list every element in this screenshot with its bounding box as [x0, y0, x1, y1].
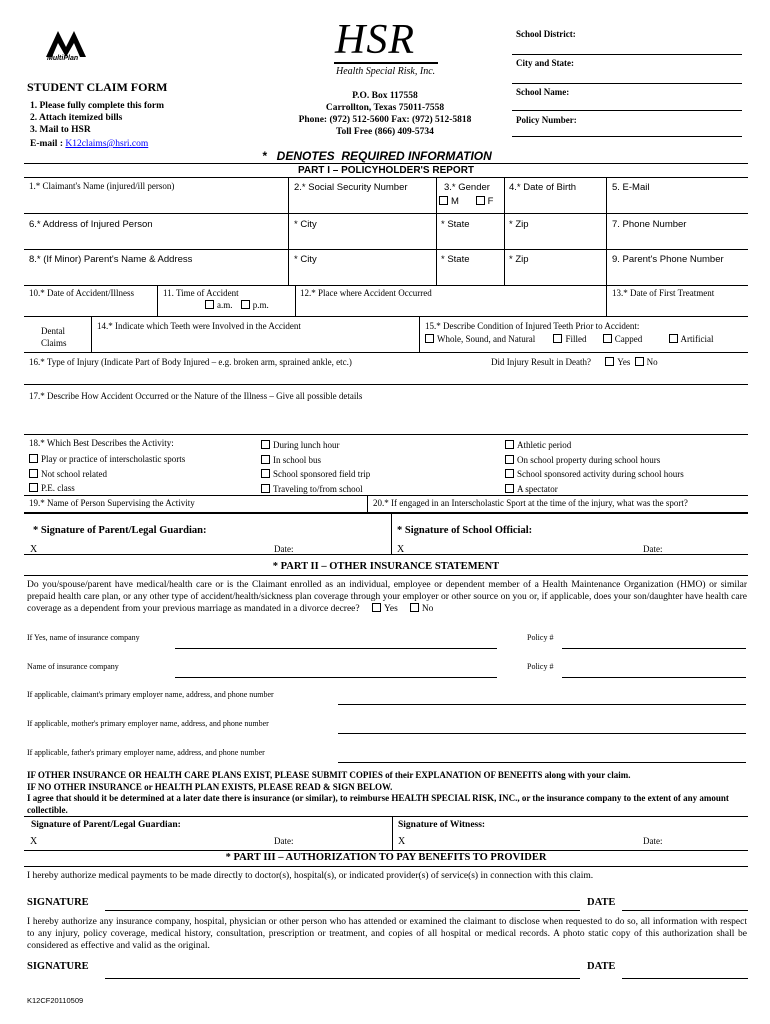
divider [606, 177, 607, 213]
sig-line-2[interactable] [24, 850, 748, 851]
zip-label: * Zip [509, 219, 529, 230]
first-treatment-label: 13.* Date of First Treatment [612, 288, 715, 298]
signature-label-2: SIGNATURE [27, 961, 89, 972]
dental-claims-label [41, 325, 67, 349]
ins-company-field-2[interactable] [175, 677, 497, 678]
divider [24, 163, 748, 164]
activity-label: 18.* Which Best Describes the Activity: [29, 438, 174, 448]
father-employer-label: If applicable, father's primary employer name, address, and phone number [27, 748, 265, 757]
ins-company-label-2: Name of insurance company [27, 662, 119, 671]
lunch-hour-checkbox[interactable] [261, 440, 270, 449]
city-field[interactable] [294, 219, 317, 230]
injury-type-label: 16.* Type of Injury (Indicate Part of Body Injured – e.g. broken arm, sprained ankle, etc.) [29, 357, 352, 367]
pe-class-label: P.E. class [41, 483, 75, 493]
capped-checkbox[interactable] [603, 334, 612, 343]
pe-class-checkbox[interactable] [29, 483, 38, 492]
ins-company-field[interactable] [175, 648, 497, 649]
school-district-label: School District: [516, 29, 576, 39]
parent-name-field[interactable] [29, 254, 192, 265]
divider [24, 249, 748, 250]
am-checkbox[interactable] [205, 300, 214, 309]
interscholastic-checkbox[interactable] [29, 454, 38, 463]
email-field-label: 5. E-Mail [612, 182, 650, 193]
mother-employer-field[interactable] [338, 733, 746, 734]
divider [436, 177, 437, 213]
school-bus-label: In school bus [273, 454, 321, 465]
claimant-employer-field[interactable] [338, 704, 746, 705]
interscholastic-label: Play or practice of interscholastic sports [41, 454, 186, 464]
accident-date-field[interactable] [29, 288, 134, 298]
ins-yes-checkbox[interactable] [372, 603, 381, 612]
question-text: Do you/spouse/parent have medical/health care or is the Claimant enrolled as an individual, employee or dependent member of a Health Maintenance Organization (HMO) or similar prepaid health care plan, or any other type of accident/health/sickness plan coverage through your employer or other source on you or, if applicable, does your son/daughter have health care coverage as a dependent from your previous marriage as mandated in a divorce decree? [27, 580, 747, 614]
divider [24, 575, 748, 576]
divider [504, 213, 505, 249]
accident-place-field[interactable] [300, 288, 432, 298]
part3-title: * PART III – AUTHORIZATION TO PAY BENEFITS TO PROVIDER [225, 852, 547, 863]
ins-no-label: No [421, 604, 434, 614]
auth2-text: I hereby authorize any insurance company, hospital, physician or other person who has attended or examined the claimant to disclose when requested to do so, all information with respect to any injury, policy coverage, medical history, consultation, prescription or treatment, and copies of all hospital or medical records. A photo static copy of this authorization shall be considered as effective and valid as the original. [27, 917, 747, 951]
email-label: E-mail : [30, 139, 63, 149]
sig-witness-label: Signature of Witness: [398, 820, 486, 830]
pm-checkbox[interactable] [241, 300, 250, 309]
divider [391, 514, 392, 554]
gender-m-label: M [451, 196, 459, 207]
field-trip-checkbox[interactable] [261, 469, 270, 478]
supervisor-label: 19.* Name of Person Supervising the Activity [29, 498, 195, 508]
accident-place-label: 12.* Place where Accident Occurred [300, 288, 432, 298]
divider [288, 249, 289, 285]
death-question [491, 357, 658, 367]
notice-other-insurance [27, 770, 751, 816]
spectator-label: A spectator [517, 483, 558, 494]
hsr-underline [334, 62, 438, 64]
multiplan-brand: MultiPlan [47, 55, 79, 62]
sport-label: 20.* If engaged in an Interscholastic Sport at the time of the injury, what was the sport? [373, 498, 688, 508]
sponsored-activity-label: School sponsored activity during school hours [517, 469, 684, 479]
activity-col1 [29, 452, 185, 496]
city-state-field[interactable] [512, 83, 742, 84]
field-trip-label: School sponsored field trip [273, 469, 371, 479]
policy-field-1[interactable] [562, 648, 746, 649]
gender-options [439, 196, 493, 207]
divider [436, 249, 437, 285]
filled-label: Filled [565, 334, 587, 344]
divider [91, 316, 92, 352]
ins-yes-label: Yes [383, 604, 398, 614]
footer-code: K12CF20110509 [27, 996, 84, 1005]
auth1-text: I hereby authorize medical payments to be made directly to doctor(s), hospital(s), or indicated provider(s) of service(s) in connection with this claim. [27, 871, 594, 881]
claimant-name-field[interactable] [29, 181, 174, 191]
traveling-checkbox[interactable] [261, 484, 270, 493]
email-line [30, 139, 148, 149]
teeth-condition-options [425, 334, 714, 344]
school-name-label: School Name: [516, 87, 570, 97]
policy-label-2: Policy # [527, 662, 554, 671]
address-line-3: Phone: (972) 512-5600 Fax: (972) 512-5818 [298, 115, 472, 125]
dob-field[interactable] [509, 182, 576, 193]
part1-title: PART I – POLICYHOLDER'S REPORT [297, 165, 475, 176]
first-treatment-field[interactable] [612, 288, 714, 298]
signature-field-1[interactable] [105, 910, 580, 911]
phone-label: 7. Phone Number [612, 219, 687, 230]
zip-label: * Zip [509, 254, 529, 265]
teeth-involved-label: 14.* Indicate which Teeth were Involved in the Accident [97, 321, 301, 331]
divider [24, 285, 748, 286]
sig-parent-date: Date: [274, 544, 294, 554]
parent-phone-label: 9. Parent's Phone Number [612, 254, 724, 265]
sig-witness-date: Date: [643, 836, 663, 846]
parent-state-field[interactable] [441, 254, 470, 265]
required-note: * DENOTES REQUIRED INFORMATION [262, 149, 492, 163]
sig-official-x: X [397, 544, 405, 555]
accident-time-label: 11. Time of Accident [163, 288, 239, 298]
death-question-label: Did Injury Result in Death? [491, 357, 591, 367]
divider [419, 316, 420, 352]
divider [24, 434, 748, 435]
city-label: * City [294, 219, 317, 230]
phone-field[interactable] [612, 219, 686, 230]
not-school-label: Not school related [41, 468, 107, 479]
hsr-logo [330, 18, 442, 82]
teeth-involved-field[interactable] [97, 321, 301, 331]
divider [24, 213, 748, 214]
sport-field[interactable] [373, 498, 688, 508]
divider [24, 512, 748, 514]
accident-time-options [205, 300, 269, 310]
artificial-checkbox[interactable] [669, 334, 678, 343]
instruction-1: 1. Please fully complete this form [30, 101, 165, 111]
injury-type-field[interactable] [29, 357, 352, 367]
accident-description-field[interactable] [29, 391, 362, 401]
claimant-employer-label: If applicable, claimant's primary employer name, address, and phone number [27, 690, 274, 699]
instructions [30, 100, 164, 136]
ins-company-label: If Yes, name of insurance company [27, 633, 140, 642]
policy-label-1: Policy # [527, 633, 554, 642]
divider [436, 213, 437, 249]
notice-1: IF OTHER INSURANCE OR HEALTH CARE PLANS EXIST, PLEASE SUBMIT COPIES of their EXPLANATION OF BENEFITS along with your claim. [27, 770, 631, 780]
city-label: * City [294, 254, 317, 265]
date-label-1: DATE [587, 897, 616, 908]
pm-label: p.m. [252, 300, 269, 310]
athletic-period-label: Athletic period [517, 440, 572, 450]
divider [606, 285, 607, 316]
athletic-period-checkbox[interactable] [505, 440, 514, 449]
divider [367, 495, 368, 512]
divider [288, 177, 289, 213]
death-yes-label: Yes [617, 357, 631, 367]
policy-number-field[interactable] [512, 136, 742, 137]
sig-parent-label-2: Signature of Parent/Legal Guardian: [31, 820, 181, 830]
ssn-field[interactable] [294, 182, 408, 193]
hsr-title: HSR [335, 17, 415, 63]
signature-field-2[interactable] [105, 978, 580, 979]
agree-text: I agree that should it be determined at a later date there is insurance (or similar), to reimburse HEALTH SPECIAL RISK, INC., or the insurance company to the extent of any amount collectible. [27, 793, 729, 815]
death-no-checkbox[interactable] [635, 357, 644, 366]
city-state-label: City and State: [516, 58, 574, 68]
email-link[interactable]: K12claims@hsri.com [65, 139, 149, 149]
accident-description-label: 17.* Describe How Accident Occurred or the Nature of the Illness – Give all possible details [29, 391, 363, 401]
divider [157, 285, 158, 316]
supervisor-field[interactable] [29, 498, 195, 508]
date-label-2: DATE [587, 961, 616, 972]
address-field[interactable] [29, 219, 153, 230]
other-insurance-question [27, 579, 747, 615]
policy-field-2[interactable] [562, 677, 746, 678]
school-property-checkbox[interactable] [505, 455, 514, 464]
gender-f-checkbox[interactable] [476, 196, 485, 205]
school-district-field[interactable] [512, 54, 742, 55]
activity-col2 [261, 438, 370, 496]
mother-employer-label: If applicable, mother's primary employer name, address, and phone number [27, 719, 269, 728]
state-field[interactable] [441, 219, 470, 230]
lunch-hour-label: During lunch hour [273, 440, 340, 450]
sig-parent-x-2: X [30, 836, 38, 847]
state-label: * State [441, 254, 470, 265]
parent-city-field[interactable] [294, 254, 317, 265]
death-no-label: No [646, 357, 658, 367]
sig-official-label: * Signature of School Official: [397, 525, 533, 536]
signature-label-1: SIGNATURE [27, 897, 89, 908]
divider [24, 384, 748, 385]
address-line-1: P.O. Box 117558 [352, 91, 418, 101]
divider [24, 495, 748, 496]
form-title: STUDENT CLAIM FORM [27, 80, 168, 94]
school-name-field[interactable] [512, 110, 742, 111]
divider [24, 866, 748, 867]
hsr-address [270, 90, 500, 138]
not-school-checkbox[interactable] [29, 469, 38, 478]
school-bus-checkbox[interactable] [261, 455, 270, 464]
teeth-condition-label: 15.* Describe Condition of Injured Teeth Prior to Accident: [425, 321, 640, 331]
notice-2: IF NO OTHER INSURANCE or HEALTH PLAN EXISTS, PLEASE READ & SIGN BELOW. [27, 781, 393, 792]
dob-label: 4.* Date of Birth [509, 182, 577, 193]
parent-zip-field[interactable] [509, 254, 529, 265]
address-line-2: Carrollton, Texas 75011-7558 [325, 103, 445, 113]
sig-parent-date-2: Date: [274, 836, 294, 846]
multiplan-logo [44, 27, 92, 67]
parent-phone-field[interactable] [612, 254, 724, 265]
claims-label: Claims [41, 338, 67, 348]
policy-number-label: Policy Number: [516, 115, 577, 125]
filled-checkbox[interactable] [553, 334, 562, 343]
claimant-name-label: 1.* Claimant's Name (injured/ill person) [29, 181, 175, 191]
traveling-label: Traveling to/from school [273, 483, 363, 494]
multiplan-logo-icon [44, 27, 92, 57]
death-yes-checkbox[interactable] [605, 357, 614, 366]
part2-title: * PART II – OTHER INSURANCE STATEMENT [272, 561, 500, 572]
activity-col3 [505, 438, 684, 496]
divider [504, 249, 505, 285]
divider [24, 352, 748, 353]
sig-parent-x: X [30, 544, 38, 555]
accident-date-label: 10.* Date of Accident/Illness [29, 288, 134, 298]
divider [24, 316, 748, 317]
divider [606, 249, 607, 285]
sig-official-date: Date: [643, 544, 663, 554]
divider [288, 213, 289, 249]
parent-name-label: 8.* (If Minor) Parent's Name & Address [29, 254, 193, 265]
sig-parent-label: * Signature of Parent/Legal Guardian: [33, 525, 207, 536]
whole-checkbox[interactable] [425, 334, 434, 343]
divider [24, 177, 748, 178]
zip-field[interactable] [509, 219, 529, 230]
sponsored-activity-checkbox[interactable] [505, 469, 514, 478]
divider [295, 285, 296, 316]
sig-line[interactable] [24, 554, 748, 555]
address-line-4: Toll Free (866) 409-5734 [336, 127, 434, 137]
spectator-checkbox[interactable] [505, 484, 514, 493]
instruction-2: 2. Attach itemized bills [30, 113, 123, 123]
divider [392, 816, 393, 850]
dental-label: Dental [41, 326, 65, 336]
divider [606, 213, 607, 249]
hsr-subtitle: Health Special Risk, Inc. [336, 66, 436, 77]
date-field-2[interactable] [622, 978, 748, 979]
address-label: 6.* Address of Injured Person [29, 219, 153, 230]
divider [504, 177, 505, 213]
ins-no-checkbox[interactable] [410, 603, 419, 612]
divider [24, 816, 748, 817]
gender-m-checkbox[interactable] [439, 196, 448, 205]
am-label: a.m. [217, 300, 233, 310]
sig-witness-x: X [398, 836, 406, 847]
capped-label: Capped [614, 334, 643, 344]
ssn-label: 2.* Social Security Number [294, 182, 408, 193]
whole-label: Whole, Sound, and Natural [437, 334, 536, 344]
school-property-label: On school property during school hours [517, 454, 661, 465]
artificial-label: Artificial [680, 334, 714, 344]
instruction-3: 3. Mail to HSR [30, 125, 91, 135]
date-field-1[interactable] [622, 910, 748, 911]
state-label: * State [441, 219, 470, 230]
gender-f-label: F [487, 196, 494, 207]
father-employer-field[interactable] [338, 762, 746, 763]
email-field[interactable] [612, 182, 649, 193]
gender-label: 3.* Gender [444, 182, 490, 193]
